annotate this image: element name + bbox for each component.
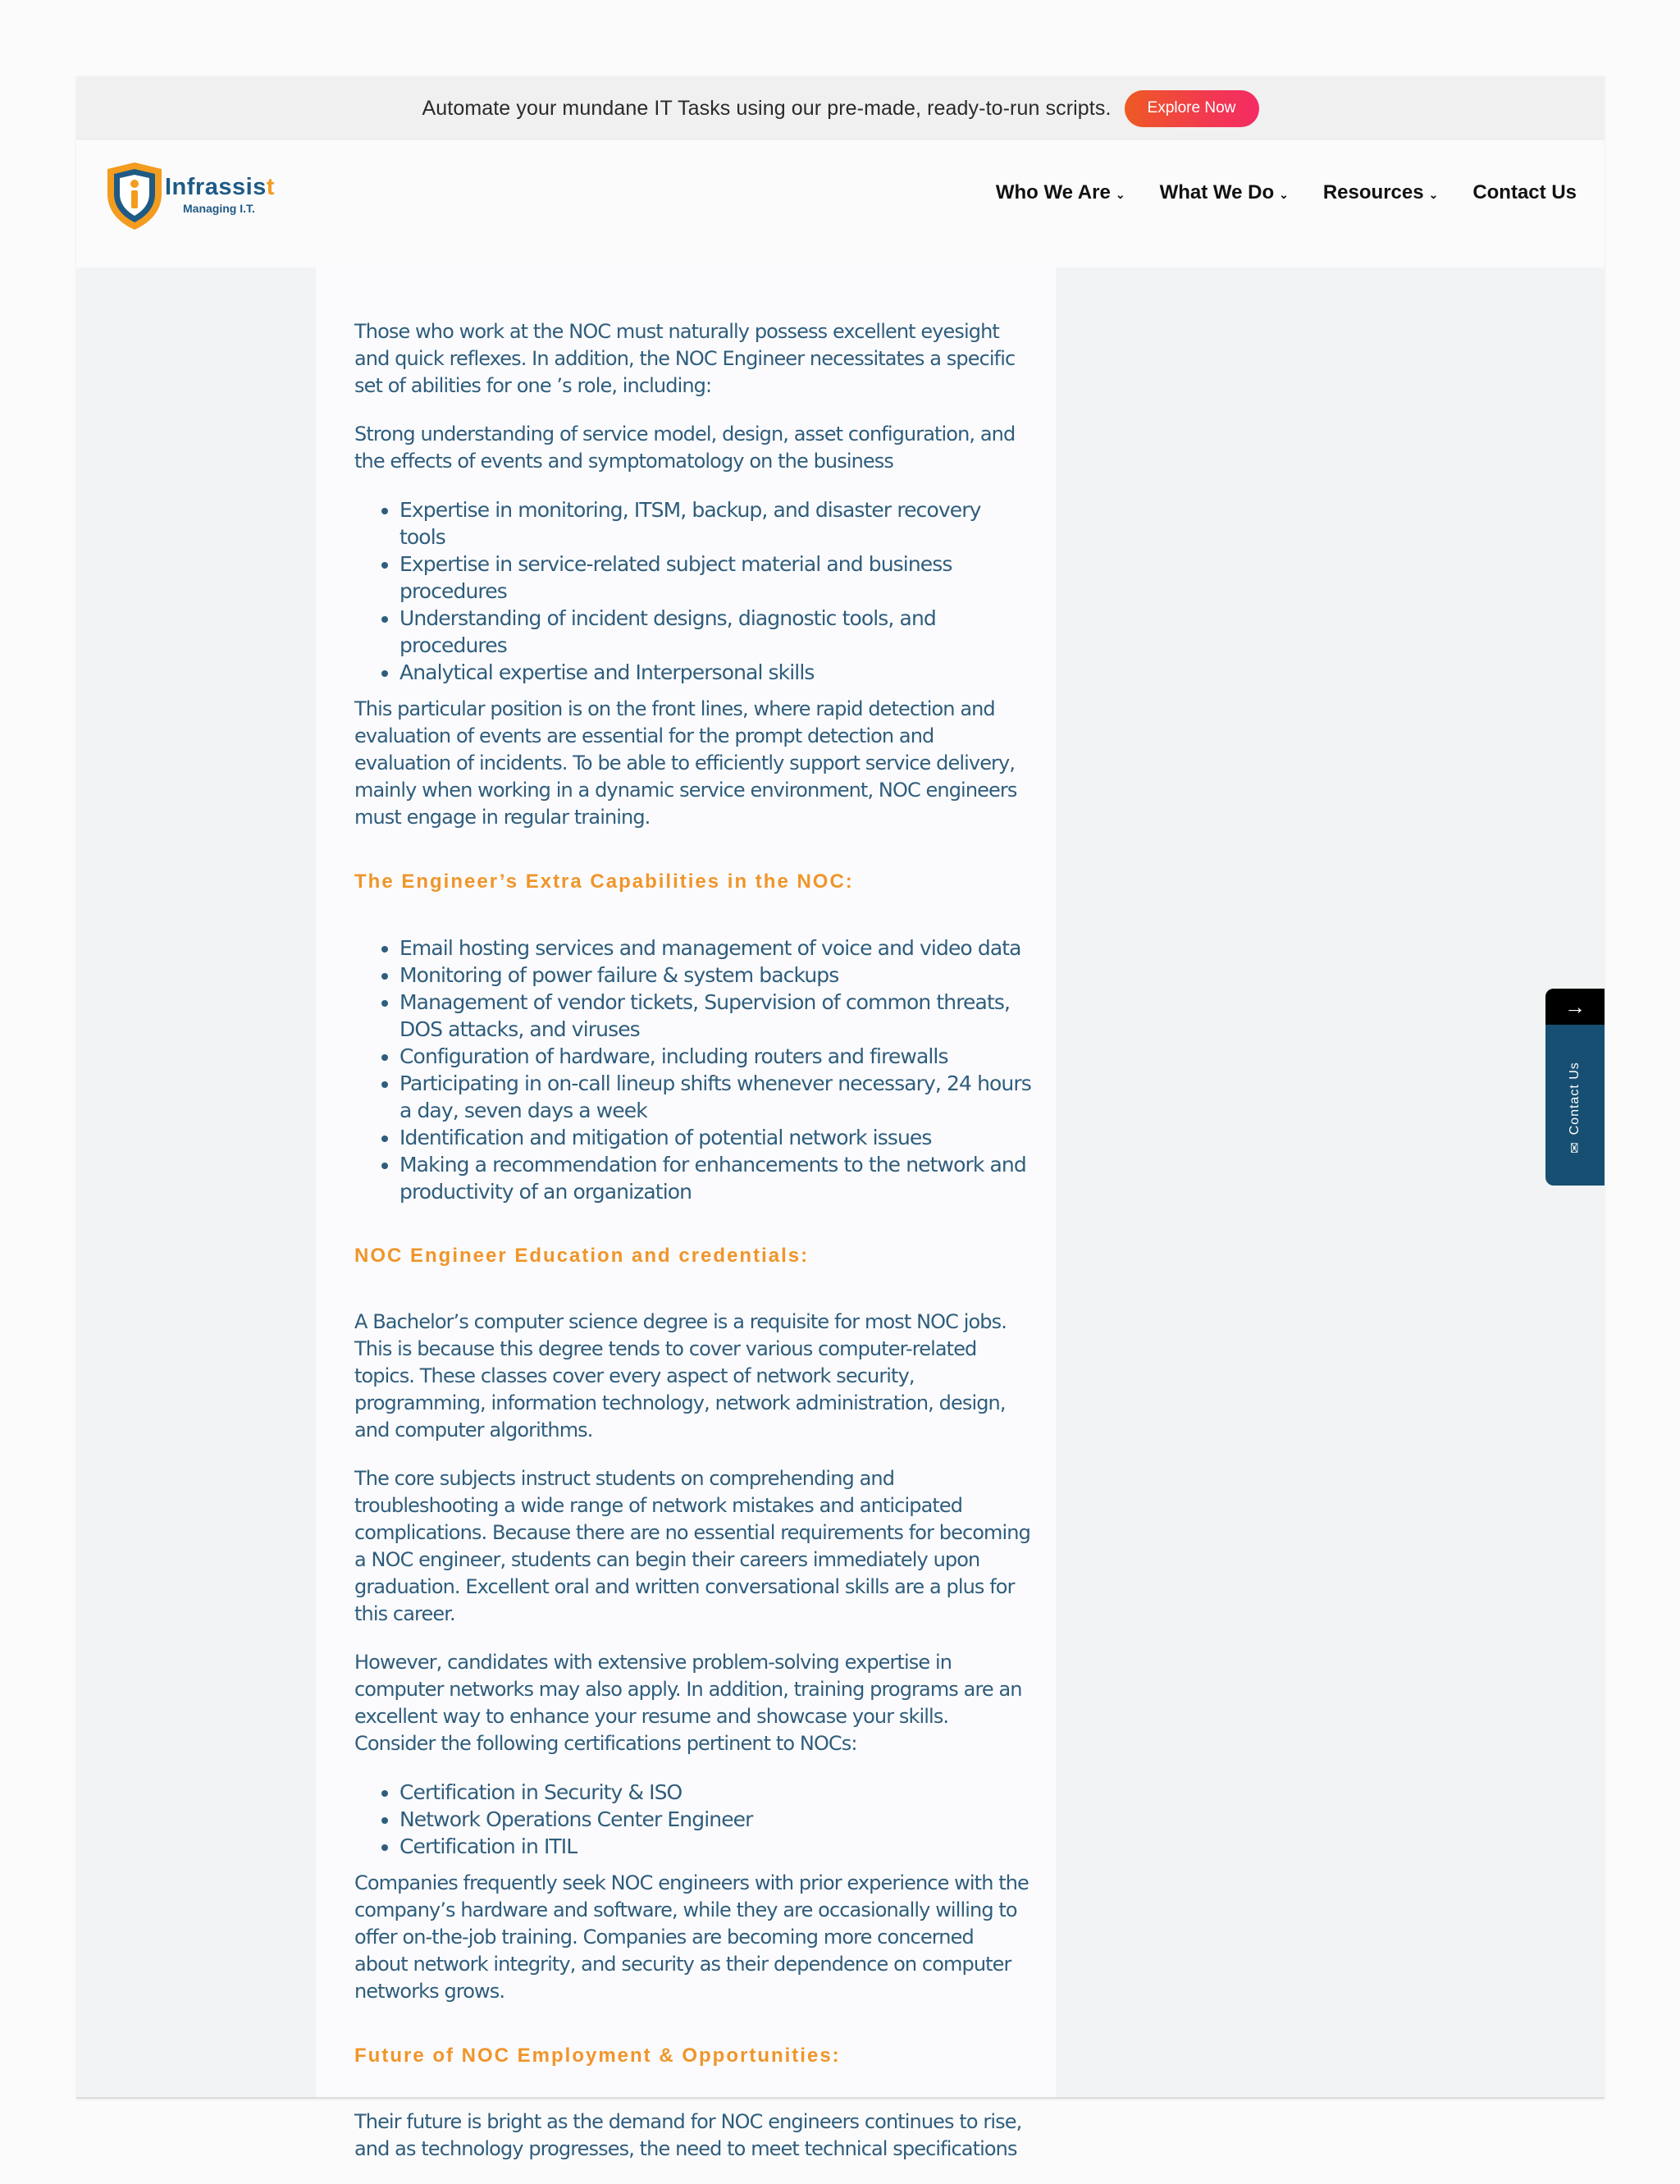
section-heading-future: Future of NOC Employment & Opportunities: — [354, 2045, 841, 2067]
paragraph: This particular position is on the front lines, where rapid detection and evaluation of events are essential for the prompt detection and evaluation of incidents. To be able to efficiently support service delivery, mainly when working in a dynamic service environment, NOC engineers must engage in regular training. — [354, 697, 1017, 829]
nav-label: Resources — [1322, 181, 1424, 203]
list-item: • Certification in Security & ISO — [399, 1779, 1031, 1806]
page-frame — [76, 76, 1605, 2160]
shield-logo-icon — [104, 161, 165, 231]
list-item: • Identification and mitigation of potential network issues — [399, 1124, 1031, 1151]
site-header — [76, 140, 1605, 267]
paragraph: The core subjects instruct students on comprehending and troubleshooting a wide range of network mistakes and anticipated complications. Because there are no essential requirements for becoming a NOC engineer, students can begin their careers immediately upon graduation. Excellent oral and written conversational skills are a plus for this career. — [354, 1467, 1030, 1625]
list-item: • Email hosting services and management of voice and video data — [399, 934, 1031, 962]
list-item: • Network Operations Center Engineer — [399, 1806, 1031, 1833]
nav-contact-us[interactable] — [1472, 181, 1577, 204]
list-item: • Making a recommendation for enhancements to the network and productivity of an organization — [399, 1151, 1031, 1205]
paragraph: Those who work at the NOC must naturally possess excellent eyesight and quick reflexes. In addition, the NOC Engineer necessitates a specific set of abilities for one ’s role, including: — [354, 320, 1016, 397]
chevron-down-icon: ⌄ — [1115, 187, 1125, 201]
logo-wordmark: Infrassist — [165, 174, 275, 200]
nav-what-we-do[interactable] — [1160, 181, 1289, 204]
list-item: • Expertise in service-related subject material and business procedures — [399, 551, 1031, 605]
paragraph: However, candidates with extensive problem-solving expertise in computer networks may also apply. In addition, training programs are an excellent way to enhance your resume and showcase your skills. Consider the following certifications pertinent to NOCs: — [354, 1651, 1022, 1755]
list-item: • Analytical expertise and Interpersonal skills — [399, 659, 1031, 686]
list-item: • Understanding of incident designs, diagnostic tools, and procedures — [399, 605, 1031, 659]
article-body — [316, 267, 1056, 2160]
list-item: • Participating in on-call lineup shifts whenever necessary, 24 hours a day, seven days a week — [399, 1070, 1031, 1124]
nav-who-we-are[interactable] — [996, 181, 1125, 204]
section-heading-extra-capabilities: The Engineer’s Extra Capabilities in the NOC: — [354, 870, 854, 893]
list-item: • Management of vendor tickets, Supervision of common threats, DOS attacks, and viruses — [399, 989, 1031, 1043]
mail-icon: ✉ — [1568, 1141, 1582, 1154]
paragraph: A Bachelor’s computer science degree is a requisite for most NOC jobs. This is because this degree tends to cover various computer-related topics. These classes cover every aspect of network security, programming, information technology, network administration, design, and computer algorithms. — [354, 1310, 1007, 1442]
paragraph: Strong understanding of service model, design, asset configuration, and the effects of events and symptomatology on the business — [354, 423, 1016, 473]
arrow-right-icon[interactable]: → — [1545, 989, 1605, 1025]
list-item: • Monitoring of power failure & system backups — [399, 962, 1031, 989]
cut-off-heading — [354, 267, 1031, 287]
contact-tab-text: Contact Us — [1568, 1062, 1582, 1135]
capabilities-list — [354, 934, 1031, 1205]
section-heading-education: NOC Engineer Education and credentials: — [354, 1245, 810, 1267]
list-item: • Configuration of hardware, including routers and firewalls — [399, 1043, 1031, 1070]
divider — [76, 2097, 1605, 2099]
chevron-down-icon: ⌄ — [1279, 187, 1289, 201]
logo[interactable] — [104, 161, 276, 235]
explore-now-button[interactable]: Explore Now — [1125, 90, 1259, 127]
contact-tab-label — [1567, 1062, 1583, 1154]
contact-us-side-tab[interactable] — [1545, 989, 1605, 1186]
skills-list — [354, 496, 1031, 686]
paragraph: Their future is bright as the demand for NOC engineers continues to rise, and as technology progresses, the need to meet technical specifications — [354, 2110, 1022, 2160]
nav-label: What We Do — [1159, 181, 1275, 203]
chevron-down-icon: ⌄ — [1428, 187, 1439, 201]
nav-resources[interactable] — [1323, 181, 1438, 204]
nav-label: Contact Us — [1472, 181, 1577, 203]
main-nav — [961, 181, 1577, 204]
announcement-bar — [76, 76, 1605, 140]
certifications-list — [354, 1779, 1031, 1860]
logo-tagline: Managing I.T. — [183, 202, 255, 215]
list-item: • Expertise in monitoring, ITSM, backup, and disaster recovery tools — [399, 496, 1031, 551]
article-content — [354, 267, 1031, 2184]
announcement-text: Automate your mundane IT Tasks using our pre-made, ready-to-run scripts. — [422, 96, 1112, 120]
list-item: • Certification in ITIL — [399, 1833, 1031, 1860]
nav-label: Who We Are — [995, 181, 1111, 203]
paragraph: Companies frequently seek NOC engineers with prior experience with the company’s hardware and software, while they are occasionally willing to offer on-the-job training. Companies are becoming more concerned about network integrity, and security as their dependence on computer networks grows. — [354, 1871, 1029, 2003]
